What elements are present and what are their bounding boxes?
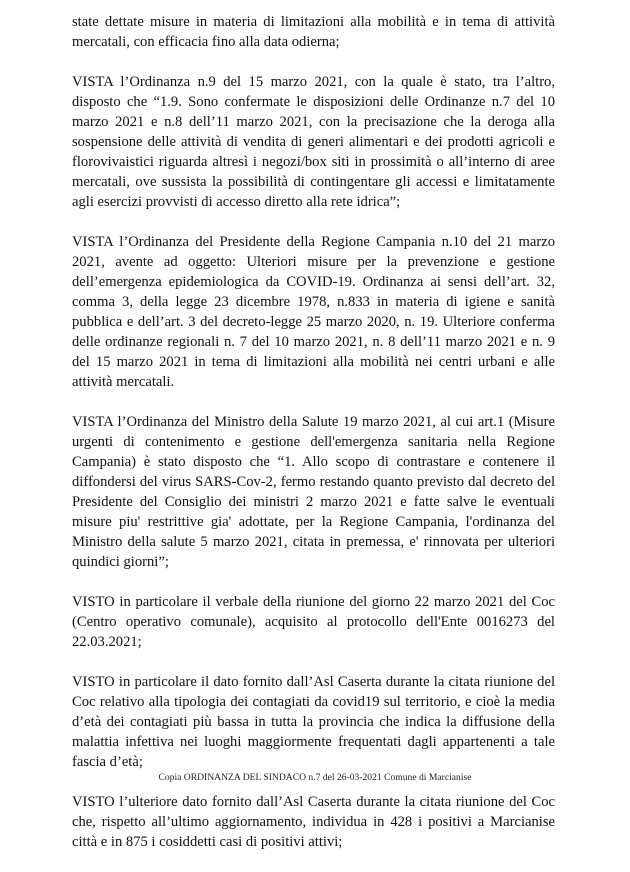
page-footer: Copia ORDINANZA DEL SINDACO n.7 del 26-03-2021 Comune di Marcianise bbox=[158, 772, 472, 783]
paragraph-verbale-coc: VISTO in particolare il verbale della riunione del giorno 22 marzo 2021 del Coc (Centro operativo comunale), acquisito al protocollo dell'Ente 0016273 del 22.03.2021; bbox=[72, 594, 555, 650]
paragraph-dato-asl-eta: VISTO in particolare il dato fornito dall’Asl Caserta durante la citata riunione del Coc relativo alla tipologia dei contagiati da covid19 sul territorio, e cioè la media d’età dei contagiati più bassa in tutta la provincia che indica la diffusione della malattia infettiva nei luoghi maggiormente frequentati dagli appartenenti a tale fascia d’età; bbox=[72, 674, 555, 770]
paragraph-dato-asl-positivi: VISTO l’ulteriore dato fornito dall’Asl Caserta durante la citata riunione del Coc che, rispetto all’ultimo aggiornamento, individua in 428 i positivi a Marcianise città e in 875 i cosiddetti casi di positivi attivi; bbox=[72, 794, 555, 850]
document-body bbox=[72, 12, 555, 872]
paragraph-continuation: state dettate misure in materia di limitazioni alla mobilità e in tema di attività mercatali, con efficacia fino alla data odierna; bbox=[72, 14, 555, 50]
paragraph-ordinanza-n9: VISTA l’Ordinanza n.9 del 15 marzo 2021, con la quale è stato, tra l’altro, disposto che “1.9. Sono confermate le disposizioni delle Ordinanze n.7 del 10 marzo 2021 e n.8 dell’11 marzo 2021, con la precisazione che la deroga alla sospensione delle attività di vendita di generi alimentari e dei prodotti agricoli e florovivaistici riguarda altresì i negozi/box siti in prossimità o all’interno di aree mercatali, ove sussista la possibilità di contingentare gli accessi e limitatamente agli esercizi provvisti di accesso diretto alla rete idrica”; bbox=[72, 74, 555, 210]
paragraph-ordinanza-regione-n10: VISTA l’Ordinanza del Presidente della Regione Campania n.10 del 21 marzo 2021, avente ad oggetto: Ulteriori misure per la prevenzione e gestione dell’emergenza epidemiologica da COVID-19. Ordinanza ai sensi dell’art. 32, comma 3, della legge 23 dicembre 1978, n.833 in materia di igiene e sanità pubblica e dell’art. 3 del decreto-legge 25 marzo 2020, n. 19. Ulteriore conferma delle ordinanze regionali n. 7 del 10 marzo 2021, n. 8 dell’11 marzo 2021 e n. 9 del 15 marzo 2021 in tema di limitazioni alla mobilità nei centri urbani e alle attività mercatali. bbox=[72, 234, 555, 390]
paragraph-ordinanza-ministro-salute: VISTA l’Ordinanza del Ministro della Salute 19 marzo 2021, al cui art.1 (Misure urgenti di contenimento e gestione dell'emergenza sanitaria nella Regione Campania) è stato disposto che “1. Allo scopo di contrastare e contenere il diffondersi del virus SARS-Cov-2, fermo restando quanto previsto dal decreto del Presidente del Consiglio dei ministri 2 marzo 2021 e fatte salve le eventuali misure piu' restrittive gia' adottate, per la Regione Campania, l'ordinanza del Ministro della salute 5 marzo 2021, citata in premessa, e' rinnovata per ulteriori quindici giorni”; bbox=[72, 414, 555, 570]
